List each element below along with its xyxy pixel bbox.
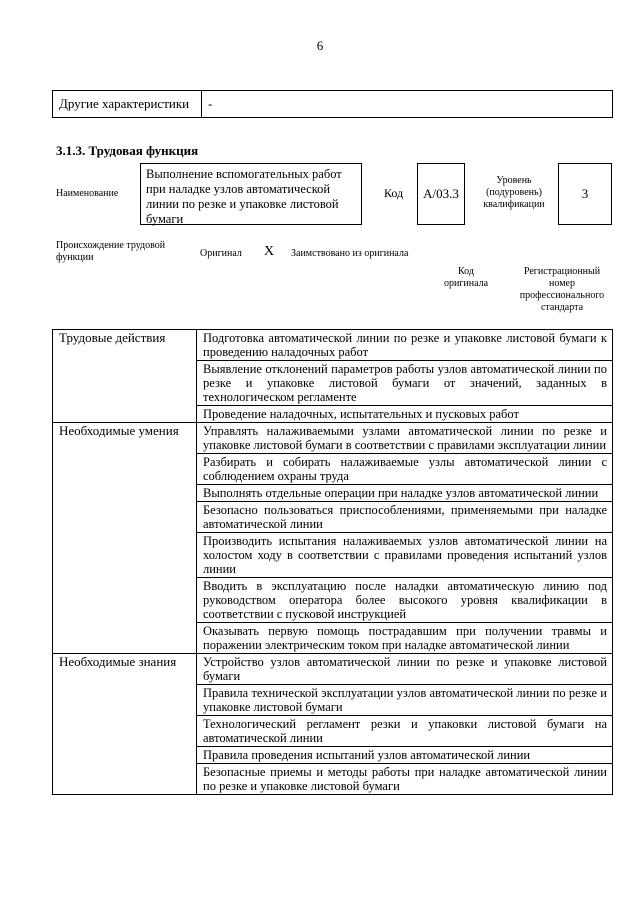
list-item: Правила технической эксплуатации узлов автоматической линии по резке и упаковке листовой бумаги [197,685,613,716]
other-characteristics-row [53,91,613,118]
list-item: Управлять налаживаемыми узлами автоматической линии по резке и упаковке листовой бумаги в соответствии с правилами эксплуатации линии [197,423,613,454]
table-row [53,330,613,361]
list-item: Подготовка автоматической линии по резке и упаковке листовой бумаги к проведению наладочных работ [197,330,613,361]
function-origin-label: Происхождение трудовой функции [56,240,166,263]
function-details-table [52,329,613,795]
other-characteristics-label: Другие характеристики [53,91,202,118]
page-number: 6 [316,38,324,53]
list-item: Устройство узлов автоматической линии по резке и упаковке листовой бумаги [197,654,613,685]
other-characteristics-value: - [202,91,613,118]
list-item: Безопасные приемы и методы работы при наладке автоматической линии по резке и упаковке листовой бумаги [197,764,613,795]
list-item: Технологический регламент резки и упаковки листовой бумаги на автоматической линии [197,716,613,747]
other-characteristics-table [52,90,613,118]
list-item: Разбирать и собирать налаживаемые узлы автоматической линии с соблюдением охраны труда [197,454,613,485]
category-required-skills: Необходимые умения [53,423,197,654]
function-code-value: A/03.3 [417,163,465,225]
function-name-label: Наименование [56,188,119,199]
table-row [53,423,613,454]
list-item: Оказывать первую помощь пострадавшим при получении травмы и поражении электрическим током при наладке автоматической линии [197,623,613,654]
list-item: Правила проведения испытаний узлов автоматической линии [197,747,613,764]
list-item: Производить испытания налаживаемых узлов автоматической линии на холостом ходу в соответствии с правилами проведения испытаний узлов линии [197,533,613,578]
list-item: Вводить в эксплуатацию после наладки автоматическую линию под руководством оператора более высокого уровня квалификации в соответствии с пусковой инструкцией [197,578,613,623]
category-labor-actions: Трудовые действия [53,330,197,423]
list-item: Безопасно пользоваться приспособлениями, применяемыми при наладке автоматической линии [197,502,613,533]
category-required-knowledge: Необходимые знания [53,654,197,795]
function-name-value: Выполнение вспомогательных работ при наладке узлов автоматической линии по резке и упаковке листовой бумаги [140,163,362,225]
qualification-level-value: 3 [558,163,612,225]
registration-number-label: Регистрационный номер профессионального стандарта [519,266,605,313]
list-item: Выявление отклонений параметров работы узлов автоматической линии по резке и упаковке листовой бумаги от значений, заданных в технологическом регламенте [197,361,613,406]
original-mark: X [264,244,275,259]
function-code-label: Код [384,186,404,200]
table-row [53,654,613,685]
qualification-level-label: Уровень (подуровень) квалификации [483,175,545,210]
original-label: Оригинал [200,248,242,259]
section-heading: 3.1.3. Трудовая функция [56,143,199,158]
list-item: Проведение наладочных, испытательных и пусковых работ [197,406,613,423]
borrowed-label: Заимствовано из оригинала [291,248,409,259]
list-item: Выполнять отдельные операции при наладке узлов автоматической линии [197,485,613,502]
code-original-label: Код оригинала [443,266,489,289]
